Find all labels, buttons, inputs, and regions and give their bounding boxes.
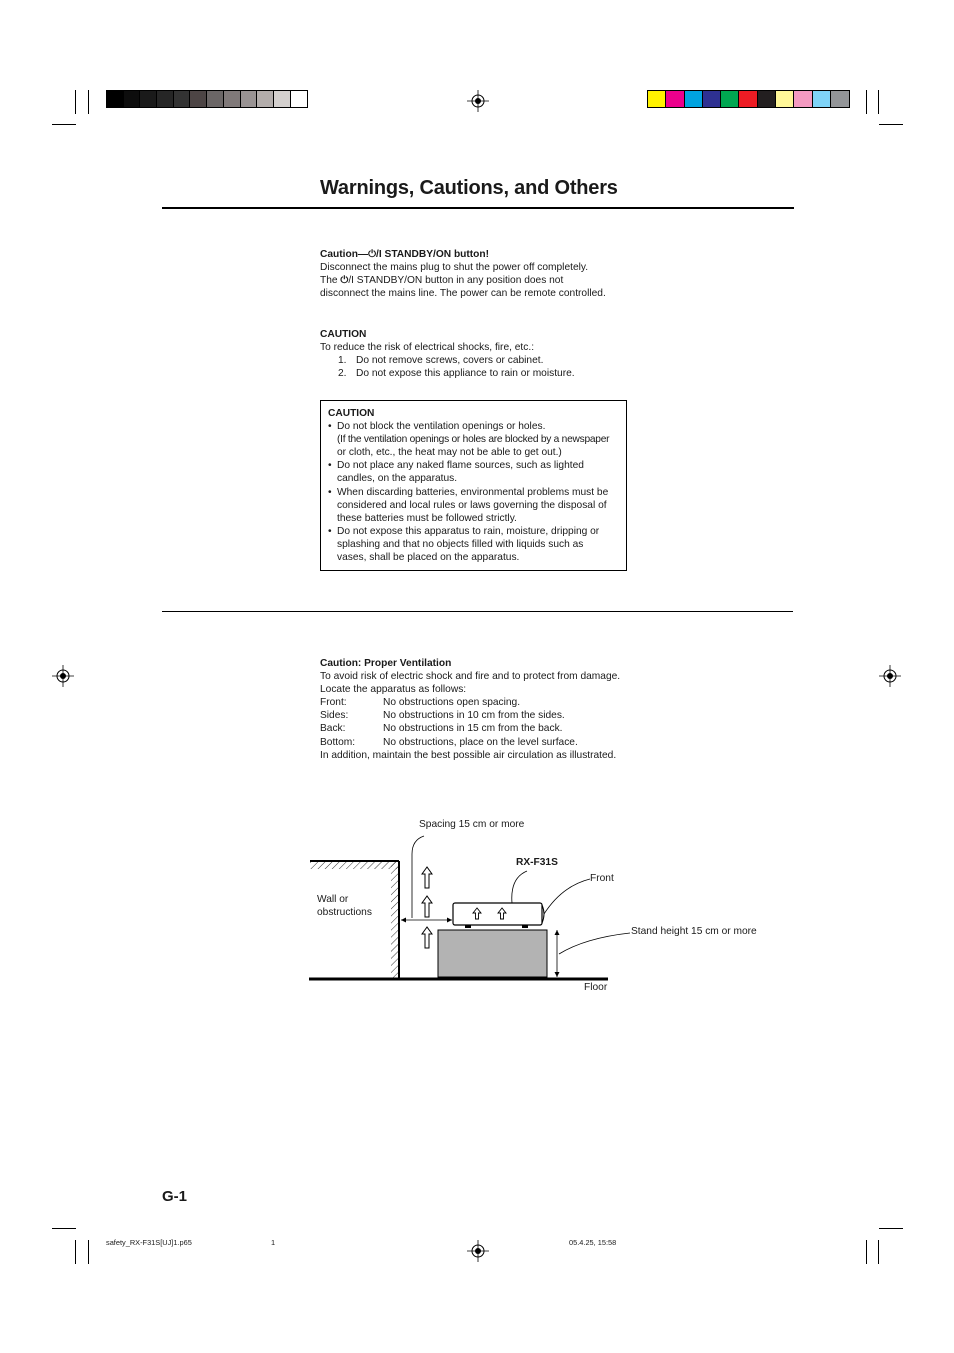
crop-mark xyxy=(879,1228,903,1229)
wall-hatch xyxy=(391,861,399,979)
crop-mark xyxy=(88,90,89,114)
title-rule xyxy=(162,207,794,209)
stand xyxy=(438,930,547,977)
row-value: No obstructions in 10 cm from the sides. xyxy=(383,710,565,722)
standby-line: Disconnect the mains plug to shut the power off completely. xyxy=(320,262,589,274)
crop-mark xyxy=(52,124,76,125)
caution-list-item xyxy=(320,367,650,380)
footer-page: 1 xyxy=(271,1238,276,1247)
arrow-up-icon xyxy=(422,896,432,917)
color-swatch xyxy=(721,91,739,107)
color-swatch xyxy=(776,91,794,107)
caution-box-list xyxy=(328,420,619,564)
wall-label-line: obstructions xyxy=(317,906,372,918)
stand-label: Stand height 15 cm or more xyxy=(631,926,757,937)
row-value: No obstructions in 15 cm from the back. xyxy=(383,723,563,735)
caution-box-line: these batteries must be followed strictly. xyxy=(337,512,517,524)
color-swatch xyxy=(174,91,191,107)
front-leader xyxy=(544,879,590,914)
spacing-leader xyxy=(412,836,424,918)
caution-box xyxy=(320,400,627,571)
row-value: No obstructions, place on the level surface. xyxy=(383,736,578,748)
unit xyxy=(453,903,542,925)
color-swatch xyxy=(241,91,258,107)
model-label: RX-F31S xyxy=(516,857,558,868)
power-icon: ⏻ xyxy=(368,249,377,260)
crop-mark xyxy=(866,1240,867,1264)
model-leader xyxy=(512,871,527,903)
caution-electrical xyxy=(320,328,650,380)
wall xyxy=(310,861,399,869)
caution-box-heading: CAUTION xyxy=(328,408,375,419)
row-key: Front: xyxy=(320,697,347,709)
caution-box-item xyxy=(328,525,619,564)
caution-box-item xyxy=(328,420,619,459)
row-value: No obstructions open spacing. xyxy=(383,697,521,709)
caution-box-line: splashing and that no objects filled with liquids such as xyxy=(337,538,584,550)
wall-label xyxy=(317,894,372,919)
footer-date: 05.4.25, 15:58 xyxy=(569,1238,617,1247)
color-swatch xyxy=(685,91,703,107)
color-swatch xyxy=(703,91,721,107)
ventilation-row xyxy=(320,709,660,722)
gray-color-bar xyxy=(106,90,308,108)
floor-label: Floor xyxy=(584,982,608,993)
crop-mark xyxy=(879,124,903,125)
color-swatch xyxy=(758,91,776,107)
ventilation-row xyxy=(320,722,660,735)
color-swatch xyxy=(291,91,308,107)
caution-box-line: • Do not expose this apparatus to rain, moisture, dripping or xyxy=(337,525,600,537)
color-swatch xyxy=(157,91,174,107)
spacing-label: Spacing 15 cm or more xyxy=(419,819,525,830)
registration-target-icon xyxy=(879,665,901,687)
item-text: Do not expose this appliance to rain or moisture. xyxy=(356,368,575,380)
caution-box-item xyxy=(328,486,619,525)
caution-box-line: vases, shall be placed on the apparatus. xyxy=(337,552,520,564)
color-swatch xyxy=(794,91,812,107)
registration-target-icon xyxy=(467,90,489,112)
color-swatch xyxy=(813,91,831,107)
caution-box-line: • When discarding batteries, environmental problems must be xyxy=(337,486,609,498)
color-swatch xyxy=(140,91,157,107)
color-swatch xyxy=(257,91,274,107)
caution-box-line: • Do not block the ventilation openings or holes. xyxy=(337,421,546,433)
arrow-up-icon xyxy=(422,927,432,948)
crop-mark xyxy=(75,90,76,114)
standby-heading: Caution—⏻/I STANDBY/ON button! xyxy=(320,249,490,260)
registration-target-icon xyxy=(467,1240,489,1262)
ventilation-line: Locate the apparatus as follows: xyxy=(320,684,467,696)
caution-list-item xyxy=(320,354,650,367)
color-swatch xyxy=(739,91,757,107)
caution-heading: CAUTION xyxy=(320,329,367,340)
crop-mark xyxy=(88,1240,89,1264)
color-swatch xyxy=(207,91,224,107)
process-color-bar xyxy=(647,90,850,108)
caution-box-line: candles, on the apparatus. xyxy=(337,473,458,485)
item-number: 1. xyxy=(338,355,347,367)
section-rule xyxy=(162,611,793,612)
ventilation-section xyxy=(320,657,660,762)
item-number: 2. xyxy=(338,368,347,380)
color-swatch xyxy=(648,91,666,107)
caution-box-line: considered and local rules or laws governing the disposal of xyxy=(337,499,607,511)
power-icon: ⏻ xyxy=(340,275,349,287)
crop-mark xyxy=(878,1240,879,1264)
standby-caution xyxy=(320,248,650,300)
color-swatch xyxy=(666,91,684,107)
footer-file: safety_RX-F31S[UJ]1.p65 xyxy=(106,1238,192,1247)
ventilation-row xyxy=(320,736,660,749)
ventilation-rows xyxy=(320,696,660,748)
crop-mark xyxy=(878,90,879,114)
caution-list xyxy=(320,354,650,380)
caution-box-line: (If the ventilation openings or holes are blocked by a newspaper xyxy=(337,434,610,446)
standby-line: The ⏻/I STANDBY/ON button in any position does not xyxy=(320,275,564,287)
row-key: Back: xyxy=(320,723,346,735)
page-number: G-1 xyxy=(162,1188,188,1205)
crop-mark xyxy=(866,90,867,114)
arrow-up-icon xyxy=(422,867,432,888)
wall-label-line: Wall or xyxy=(317,894,349,905)
caution-intro: To reduce the risk of electrical shocks, fire, etc.: xyxy=(320,342,535,354)
caution-box-line: • Do not place any naked flame sources, such as lighted xyxy=(337,460,584,472)
ventilation-row xyxy=(320,696,660,709)
ventilation-closing: In addition, maintain the best possible air circulation as illustrated. xyxy=(320,749,617,761)
caution-box-line: or cloth, etc., the heat may not be able to get out.) xyxy=(337,447,562,459)
caution-box-item xyxy=(328,459,619,485)
row-key: Sides: xyxy=(320,710,349,722)
ventilation-heading: Caution: Proper Ventilation xyxy=(320,658,452,669)
color-swatch xyxy=(190,91,207,107)
crop-mark xyxy=(52,1228,76,1229)
stand-leader xyxy=(559,933,630,954)
row-key: Bottom: xyxy=(320,736,356,748)
ventilation-line: To avoid risk of electric shock and fire and to protect from damage. xyxy=(320,671,621,683)
page-title: Warnings, Cautions, and Others xyxy=(320,177,618,199)
front-label: Front xyxy=(590,873,614,884)
standby-line: disconnect the mains line. The power can be remote controlled. xyxy=(320,288,606,300)
crop-mark xyxy=(75,1240,76,1264)
color-swatch xyxy=(274,91,291,107)
item-text: Do not remove screws, covers or cabinet. xyxy=(356,355,544,367)
color-swatch xyxy=(224,91,241,107)
color-swatch xyxy=(107,91,124,107)
registration-target-icon xyxy=(52,665,74,687)
color-swatch xyxy=(124,91,141,107)
color-swatch xyxy=(831,91,849,107)
